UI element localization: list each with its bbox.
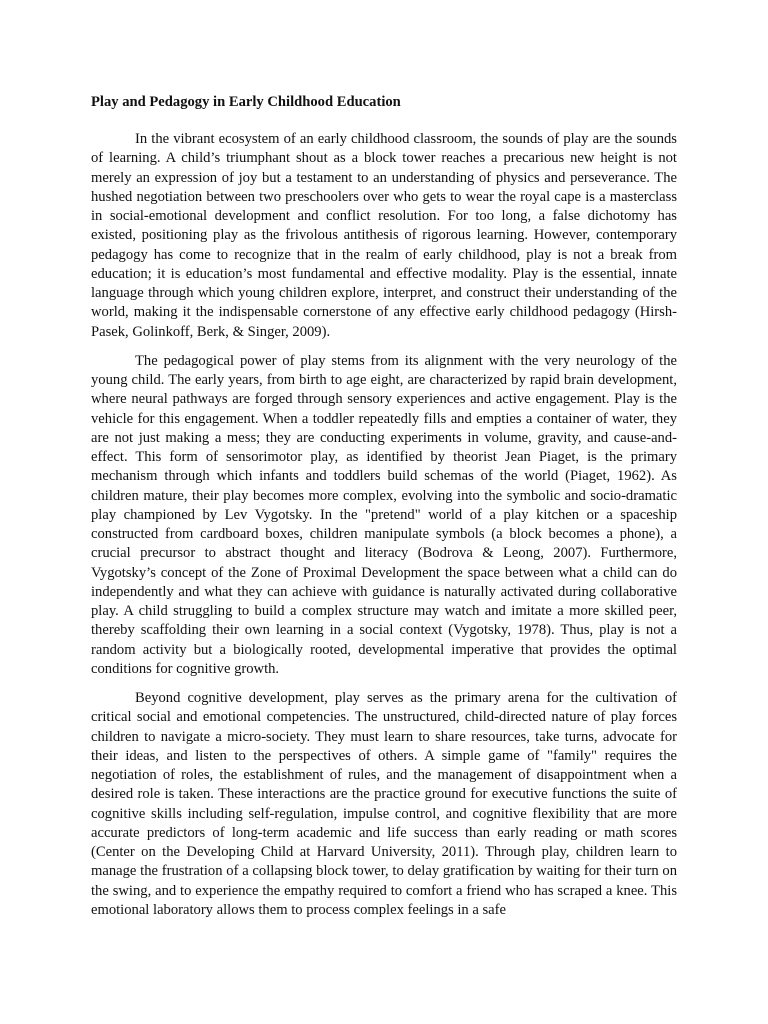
document-title: Play and Pedagogy in Early Childhood Education — [91, 94, 401, 110]
paragraph-2: The pedagogical power of play stems from its alignment with the very neurology of the young child. The early years, from birth to age eight, are characterized by rapid brain development, where neural pathways are forged through sensory experiences and active engagement. Play is the vehicle for this engagement. When a toddler repeatedly fills and empties a container of water, they are not just making a mess; they are conducting experiments in volume, gravity, and cause-and-effect. This form of sensorimotor play, as identified by theorist Jean Piaget, is the primary mechanism through which infants and toddlers build schemas of the world (Piaget, 1962). As children mature, their play becomes more complex, evolving into the symbolic and socio-dramatic play championed by Lev Vygotsky. In the "pretend" world of a play kitchen or a spaceship constructed from cardboard boxes, children manipulate symbols (a block becomes a phone), a crucial precursor to abstract thought and literacy (Bodrova & Leong, 2007). Furthermore, Vygotsky’s concept of the Zone of Proximal Development the space between what a child can do independently and what they can achieve with guidance is naturally activated during collaborative play. A child struggling to build a complex structure may watch and imitate a more skilled peer, thereby scaffolding their own learning in a social context (Vygotsky, 1978). Thus, play is not a random activity but a biologically rooted, developmental imperative that provides the optimal conditions for cognitive growth. — [91, 352, 677, 677]
paragraph-3: Beyond cognitive development, play serves as the primary arena for the cultivation of critical social and emotional competencies. The unstructured, child-directed nature of play forces children to navigate a micro-society. They must learn to share resources, take turns, advocate for their ideas, and listen to the perspectives of others. A simple game of "family" requires the negotiation of roles, the establishment of rules, and the management of disappointment when a desired role is taken. These interactions are the practice ground for executive functions the suite of cognitive skills including self-regulation, impulse control, and cognitive flexibility that are more accurate predictors of long-term academic and life success than early reading or math scores (Center on the Developing Child at Harvard University, 2011). Through play, children learn to manage the frustration of a collapsing block tower, to delay gratification by waiting for their turn on the swing, and to experience the empathy required to comfort a friend who has scraped a knee. This emotional laboratory allows them to process complex feelings in a safe — [91, 690, 677, 918]
paragraph-1: In the vibrant ecosystem of an early childhood classroom, the sounds of play are the sounds of learning. A child’s triumphant shout as a block tower reaches a precarious new height is not merely an expression of joy but a testament to an understanding of physics and perseverance. The hushed negotiation between two preschoolers over who gets to wear the royal cape is a masterclass in social-emotional development and conflict resolution. For too long, a false dichotomy has existed, positioning play as the frivolous antithesis of rigorous learning. However, contemporary pedagogy has come to recognize that in the realm of early childhood, play is not a break from education; it is education’s most fundamental and effective modality. Play is the essential, innate language through which young children explore, interpret, and construct their understanding of the world, making it the indispensable cornerstone of any effective early childhood pedagogy (Hirsh-Pasek, Golinkoff, Berk, & Singer, 2009). — [91, 131, 677, 340]
document-body — [91, 93, 677, 930]
